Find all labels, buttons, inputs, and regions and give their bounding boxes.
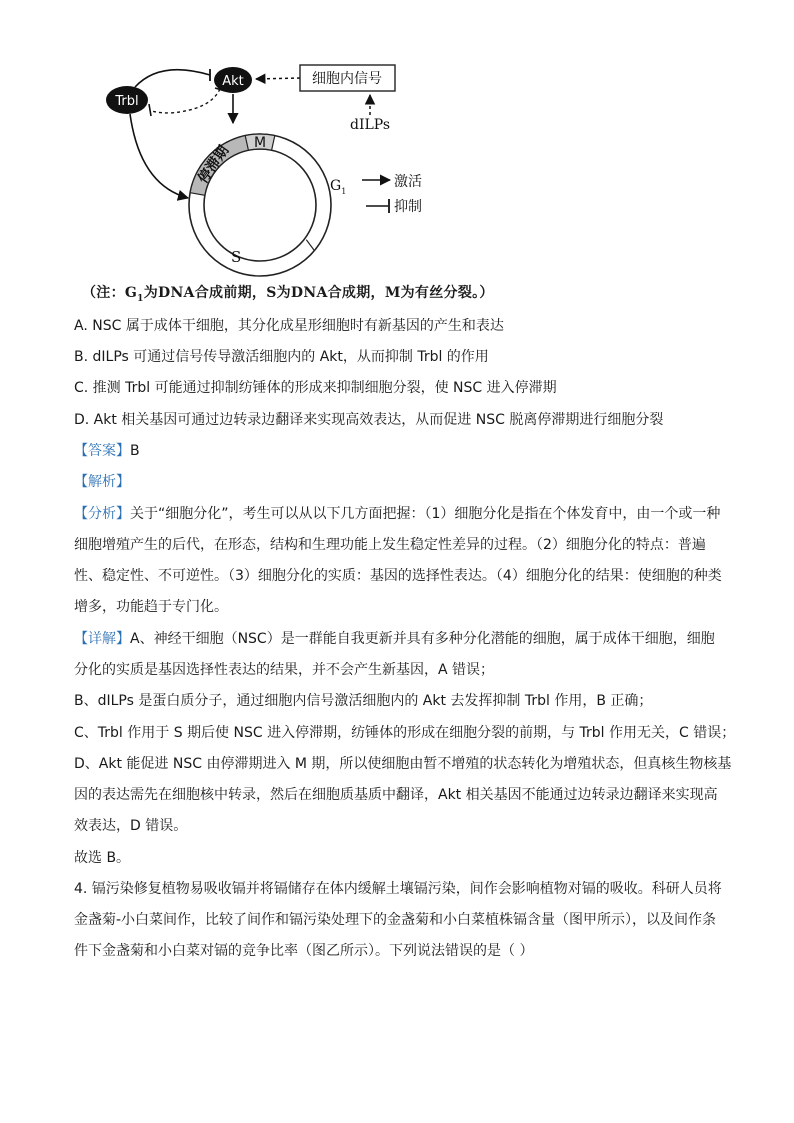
option-a: A. NSC 属于成体干细胞，其分化成星形细胞时有新基因的产生和表达 <box>74 318 504 334</box>
xiangjie-line-4: C、Trbl 作用于 S 期后使 NSC 进入停滞期，纺锤体的形成在细胞分裂的前期，与 Trbl 作用无关，C 错误； <box>74 725 736 741</box>
diagram-note: （注：$G_1$为DNA合成前期，S为DNA合成期，M为有丝分裂。） <box>82 285 494 304</box>
answer <box>74 441 140 461</box>
phase-s-label: S <box>231 248 242 266</box>
fenxi-tag: 【分析】 <box>74 506 130 522</box>
phase-g1-label: $G_1$ <box>330 178 347 196</box>
question4-line-2: 金盏菊-小白菜间作，比较了间作和镉污染处理下的金盏菊和小白菜植株镉含量（图甲所示），以及间作条 <box>74 912 717 928</box>
legend-activate-label: 激活 <box>394 174 422 190</box>
option-b: B. dILPs 可通过信号传导激活细胞内的 Akt，从而抑制 Trbl 的作用 <box>74 349 489 365</box>
xiangjie-line-3: B、dILPs 是蛋白质分子，通过细胞内信号激活细胞内的 Akt 去发挥抑制 Trbl 作用，B 正确； <box>74 693 653 709</box>
xiangjie-tag: 【详解】 <box>74 631 130 647</box>
conclusion: 故选 B。 <box>74 850 131 866</box>
answer-value: B <box>130 443 140 459</box>
legend <box>362 174 422 215</box>
xiangjie-text: A、神经干细胞（NSC）是一群能自我更新并具有多种分化潜能的细胞，属于成体干细胞，细胞 <box>130 631 715 647</box>
fenxi-line-2: 细胞增殖产生的后代，在形态，结构和生理功能上发生稳定性差异的过程。（2）细胞分化的特点：普遍 <box>74 537 706 553</box>
xiangjie-line-2: 分化的实质是基因选择性表达的结果，并不会产生新基因，A 错误； <box>74 662 495 678</box>
cell-cycle-diagram <box>100 55 440 280</box>
option-d: D. Akt 相关基因可通过边转录边翻译来实现高效表达，从而促进 NSC 脱离停滞期进行细胞分裂 <box>74 412 664 428</box>
legend-inhibit-label: 抑制 <box>394 199 422 215</box>
fenxi-text: 关于“细胞分化”，考生可以从以下几方面把握：（1）细胞分化是指在个体发育中，由一个或一种 <box>130 506 721 522</box>
phase-quiescence-label: 停滞期 <box>195 142 233 187</box>
analysis-tag: 【解析】 <box>74 474 130 490</box>
answer-tag: 【答案】 <box>74 443 130 459</box>
fenxi-line-4: 增多，功能趋于专门化。 <box>74 599 228 615</box>
fenxi-line-3: 性、稳定性、不可逆性。（3）细胞分化的实质：基因的选择性表达。（4）细胞分化的结果：使细胞的种类 <box>74 568 722 584</box>
xiangjie-line-5: D、Akt 能促进 NSC 由停滞期进入 M 期，所以使细胞由暂不增殖的状态转化为增殖状态，但真核生物核基 <box>74 756 732 772</box>
xiangjie-line-1 <box>74 629 715 649</box>
question4-line-3: 件下金盏菊和小白菜对镉的竞争比率（图乙所示）。下列说法错误的是（ ） <box>74 943 534 959</box>
trbl-label: Trbl <box>115 94 139 109</box>
xiangjie-line-6: 因的表达需先在细胞核中转录，然后在细胞质基质中翻译，Akt 相关基因不能通过边转录边翻译来实现高 <box>74 787 718 803</box>
akt-label: Akt <box>222 74 244 89</box>
xiangjie-line-7: 效表达，D 错误。 <box>74 818 188 834</box>
dilps-label: dILPs <box>349 117 391 133</box>
option-c: C. 推测 Trbl 可能通过抑制纺锤体的形成来抑制细胞分裂，使 NSC 进入停滞期 <box>74 380 557 396</box>
signal-box-label: 细胞内信号 <box>312 71 382 87</box>
fenxi-line-1 <box>74 504 720 524</box>
question4-line-1: 4. 镉污染修复植物易吸收镉并将镉储存在体内缓解土壤镉污染，间作会影响植物对镉的吸收。科研人员将 <box>74 881 722 897</box>
phase-m-label: M <box>253 135 267 151</box>
